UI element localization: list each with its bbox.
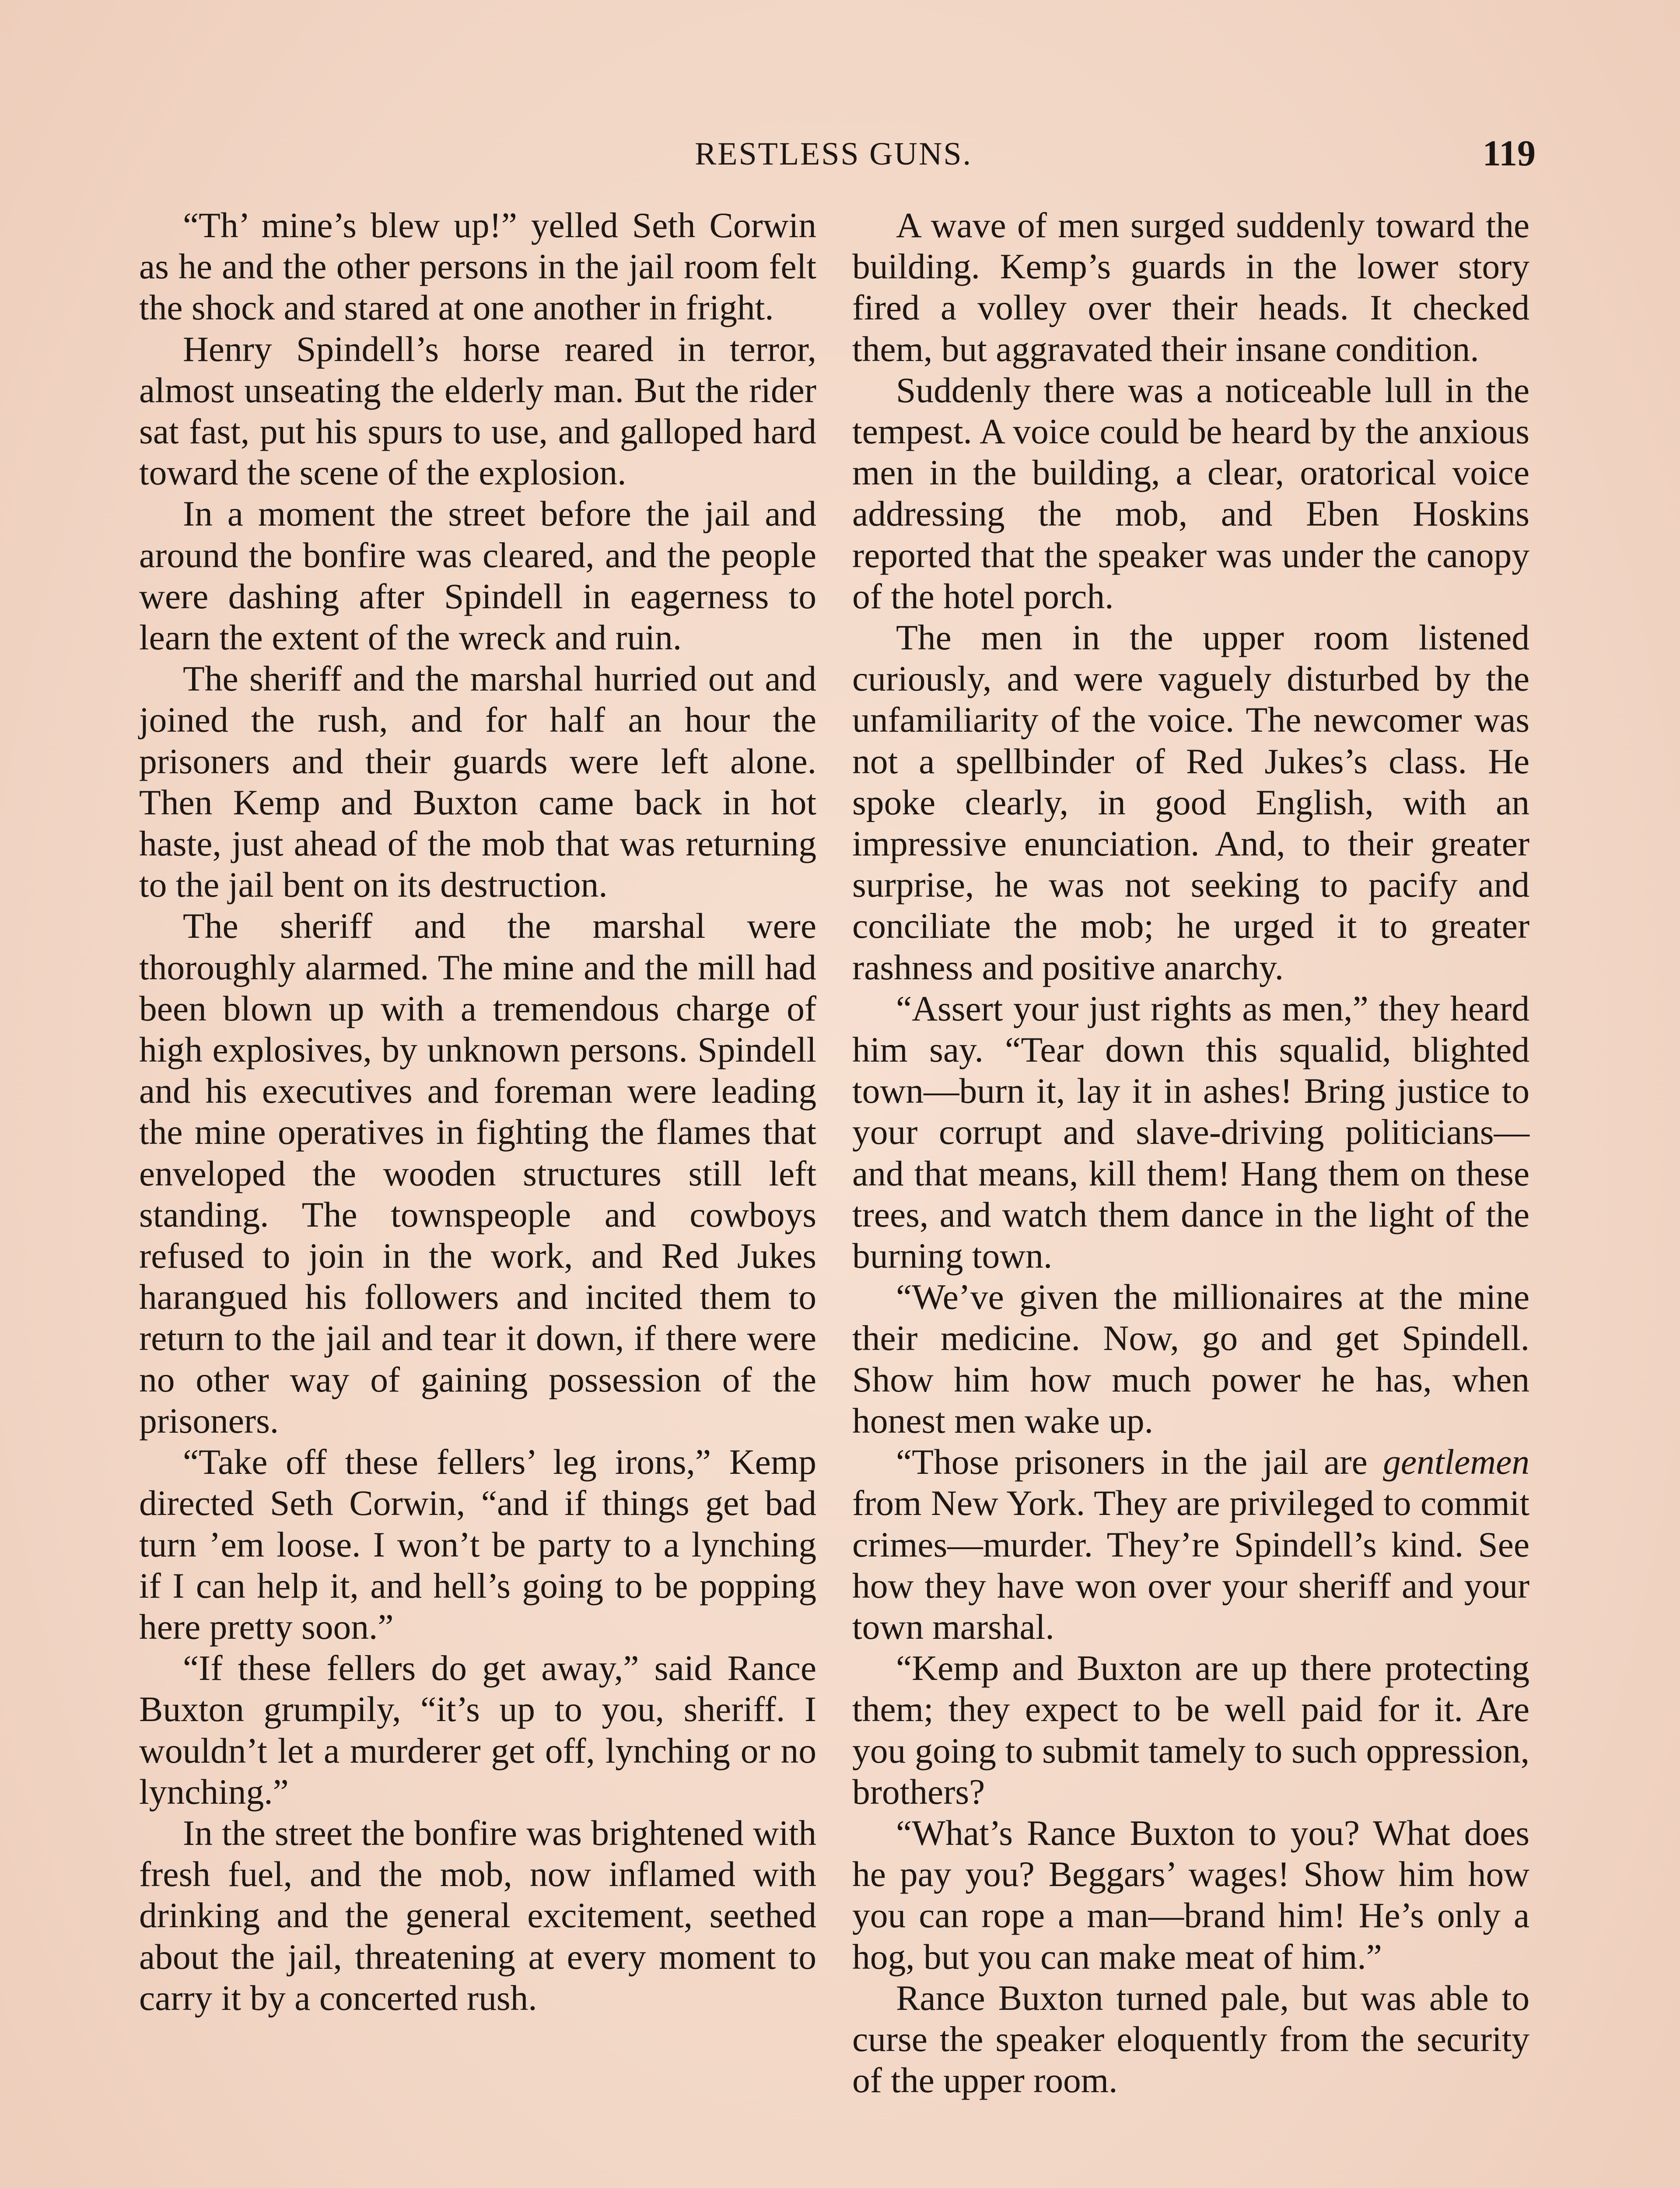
- italic-word: gentlemen: [1383, 1442, 1530, 1482]
- paragraph: “Th’ mine’s blew up!” yelled Seth Corwin as he and the other persons in the jail room felt the shock and stared at one another in fright.: [139, 205, 816, 328]
- paragraph: In the street the bonfire was brightened with fresh fuel, and the mob, now inflamed with drinking and the general excitement, seethed about the jail, threatening at every moment to carry it by a concerted rush.: [139, 1813, 816, 2018]
- paragraph: Henry Spindell’s horse reared in terror, almost unseating the elderly man. But the rider sat fast, put his spurs to use, and galloped hard toward the scene of the explosion.: [139, 329, 816, 493]
- paragraph-text: “Those prisoners in the jail are: [896, 1442, 1383, 1482]
- right-column: [852, 205, 1530, 2101]
- paragraph: Rance Buxton turned pale, but was able to curse the speaker eloquently from the security of the upper room.: [852, 1978, 1530, 2100]
- paragraph: “We’ve given the millionaires at the mine their medicine. Now, go and get Spindell. Show him how much power he has, when honest men wake up.: [852, 1277, 1530, 1441]
- left-column: [139, 205, 816, 2019]
- paragraph: “Assert your just rights as men,” they heard him say. “Tear down this squalid, blighted town—burn it, lay it in ashes! Bring justice to your corrupt and slave-driving politicians—and that means, kill them! Hang them on these trees, and watch them dance in the light of the burning town.: [852, 988, 1530, 1276]
- running-head: RESTLESS GUNS.: [694, 136, 973, 172]
- paragraph: “If these fellers do get away,” said Rance Buxton grumpily, “it’s up to you, sheriff. I wouldn’t let a murderer get off, lynching or no lynching.”: [139, 1648, 816, 1812]
- paragraph: [852, 1441, 1530, 1648]
- paragraph: A wave of men surged suddenly toward the building. Kemp’s guards in the lower story fired a volley over their heads. It checked them, but aggravated their insane condition.: [852, 205, 1530, 369]
- paragraph-text: from New York. They are privileged to commit crimes—murder. They’re Spindell’s kind. See how they have won over your sheriff and your town marshal.: [852, 1483, 1530, 1647]
- paragraph: Suddenly there was a noticeable lull in the tempest. A voice could be heard by the anxious men in the building, a clear, oratorical voice addressing the mob, and Eben Hoskins reported that the speaker was under the canopy of the hotel porch.: [852, 370, 1530, 616]
- page-header: [131, 127, 1536, 175]
- page-number: 119: [1482, 133, 1536, 174]
- paragraph: “Take off these fellers’ leg irons,” Kemp directed Seth Corwin, “and if things get bad turn ’em loose. I won’t be party to a lynching if I can help it, and hell’s going to be popping here pretty soon.”: [139, 1442, 816, 1647]
- paragraph: “What’s Rance Buxton to you? What does he pay you? Beggars’ wages! Show him how you can rope a man—brand him! He’s only a hog, but you can make meat of him.”: [852, 1813, 1530, 1977]
- paragraph: The sheriff and the marshal hurried out and joined the rush, and for half an hour the prisoners and their guards were left alone. Then Kemp and Buxton came back in hot haste, just ahead of the mob that was returning to the jail bent on its destruction.: [139, 659, 816, 905]
- paragraph: The men in the upper room listened curiously, and were vaguely disturbed by the unfamiliarity of the voice. The newcomer was not a spellbinder of Red Jukes’s class. He spoke clearly, in good English, with an impressive enunciation. And, to their greater surprise, he was not seeking to pacify and conciliate the mob; he urged it to greater rashness and positive anarchy.: [852, 617, 1530, 987]
- paragraph: In a moment the street before the jail and around the bonfire was cleared, and the people were dashing after Spindell in eagerness to learn the extent of the wreck and ruin.: [139, 494, 816, 658]
- paragraph: The sheriff and the marshal were thoroughly alarmed. The mine and the mill had been blown up with a tremendous charge of high explosives, by unknown persons. Spindell and his executives and foreman were leading the mine operatives in fighting the flames that enveloped the wooden structures still left standing. The townspeople and cowboys refused to join in the work, and Red Jukes harangued his followers and incited them to return to the jail and tear it down, if there were no other way of gaining possession of the prisoners.: [139, 906, 816, 1441]
- paragraph: “Kemp and Buxton are up there protecting them; they expect to be well paid for it. Are you going to submit tamely to such oppression, brothers?: [852, 1648, 1530, 1812]
